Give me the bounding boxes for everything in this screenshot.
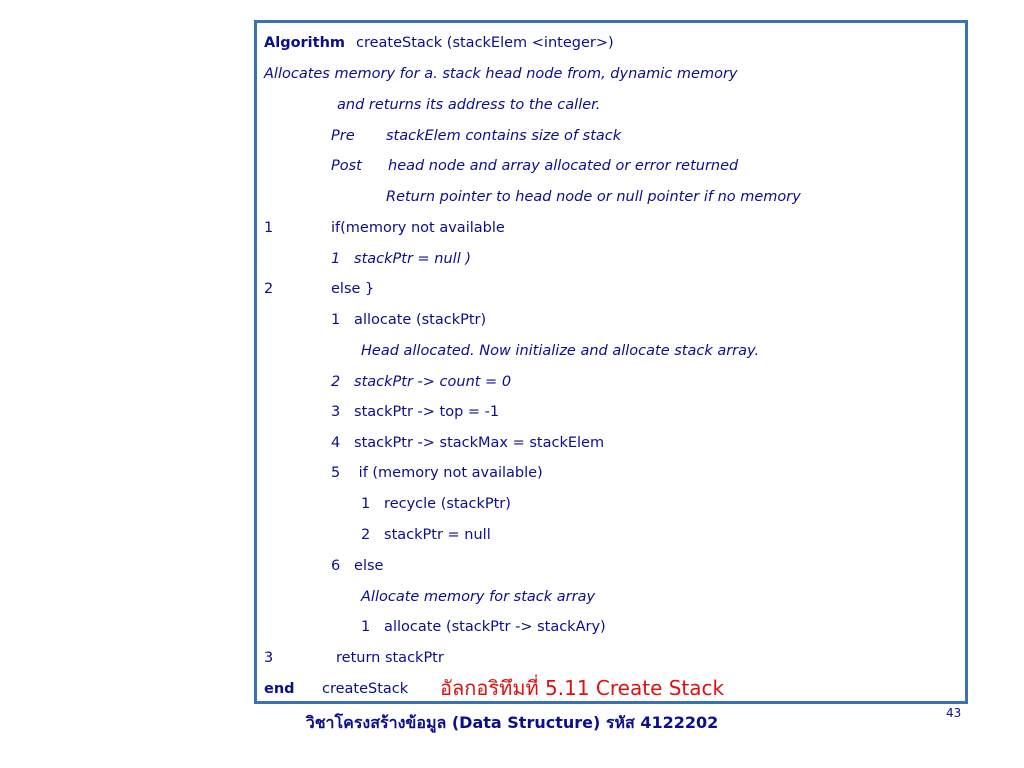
- end-name: createStack: [322, 681, 409, 697]
- return-description: Return pointer to head node or null pointer if no memory: [386, 189, 801, 205]
- figure-caption: อัลกอริทึมที่ 5.11 Create Stack: [440, 676, 725, 700]
- step-3-text: return stackPtr: [336, 650, 444, 666]
- step-2-number: 2: [264, 281, 274, 297]
- post-label: Post: [331, 158, 362, 174]
- step-2-6-comment: Allocate memory for stack array: [361, 589, 596, 605]
- step-2-5-1: 1 recycle (stackPtr): [361, 496, 511, 512]
- step-2-2: 2 stackPtr -> count = 0: [331, 374, 512, 390]
- step-2-4: 4 stackPtr -> stackMax = stackElem: [331, 435, 605, 451]
- step-2-5: 5 if (memory not available): [331, 465, 543, 481]
- pre-condition: stackElem contains size of stack: [386, 128, 622, 144]
- course-footer: วิชาโครงสร้างข้อมูล (Data Structure) รหัส 4122202: [305, 713, 719, 732]
- step-2-6: 6 else: [331, 558, 384, 574]
- purpose-line-2: and returns its address to the caller.: [337, 97, 601, 113]
- step-2-6-1: 1 allocate (stackPtr -> stackAry): [361, 619, 606, 635]
- step-2-1: 1 allocate (stackPtr): [331, 312, 487, 328]
- step-2-text: else }: [331, 281, 375, 297]
- step-2-comment: Head allocated. Now initialize and allocate stack array.: [361, 343, 760, 359]
- algorithm-keyword: Algorithm: [264, 35, 346, 51]
- pre-label: Pre: [331, 128, 355, 144]
- step-2-5-2: 2 stackPtr = null: [361, 527, 491, 543]
- step-2-3: 3 stackPtr -> top = -1: [331, 404, 500, 420]
- page-number: 43: [946, 706, 962, 720]
- step-1-number: 1: [264, 220, 274, 236]
- step-3-number: 3: [264, 650, 274, 666]
- purpose-line-1: Allocates memory for a. stack head node from, dynamic memory: [264, 66, 738, 82]
- step-1-text: if(memory not available: [331, 220, 505, 236]
- post-condition: head node and array allocated or error returned: [388, 158, 739, 174]
- step-1-1: 1 stackPtr = null ): [331, 251, 472, 267]
- end-keyword: end: [264, 681, 295, 697]
- algorithm-signature: createStack (stackElem <integer>): [356, 35, 614, 51]
